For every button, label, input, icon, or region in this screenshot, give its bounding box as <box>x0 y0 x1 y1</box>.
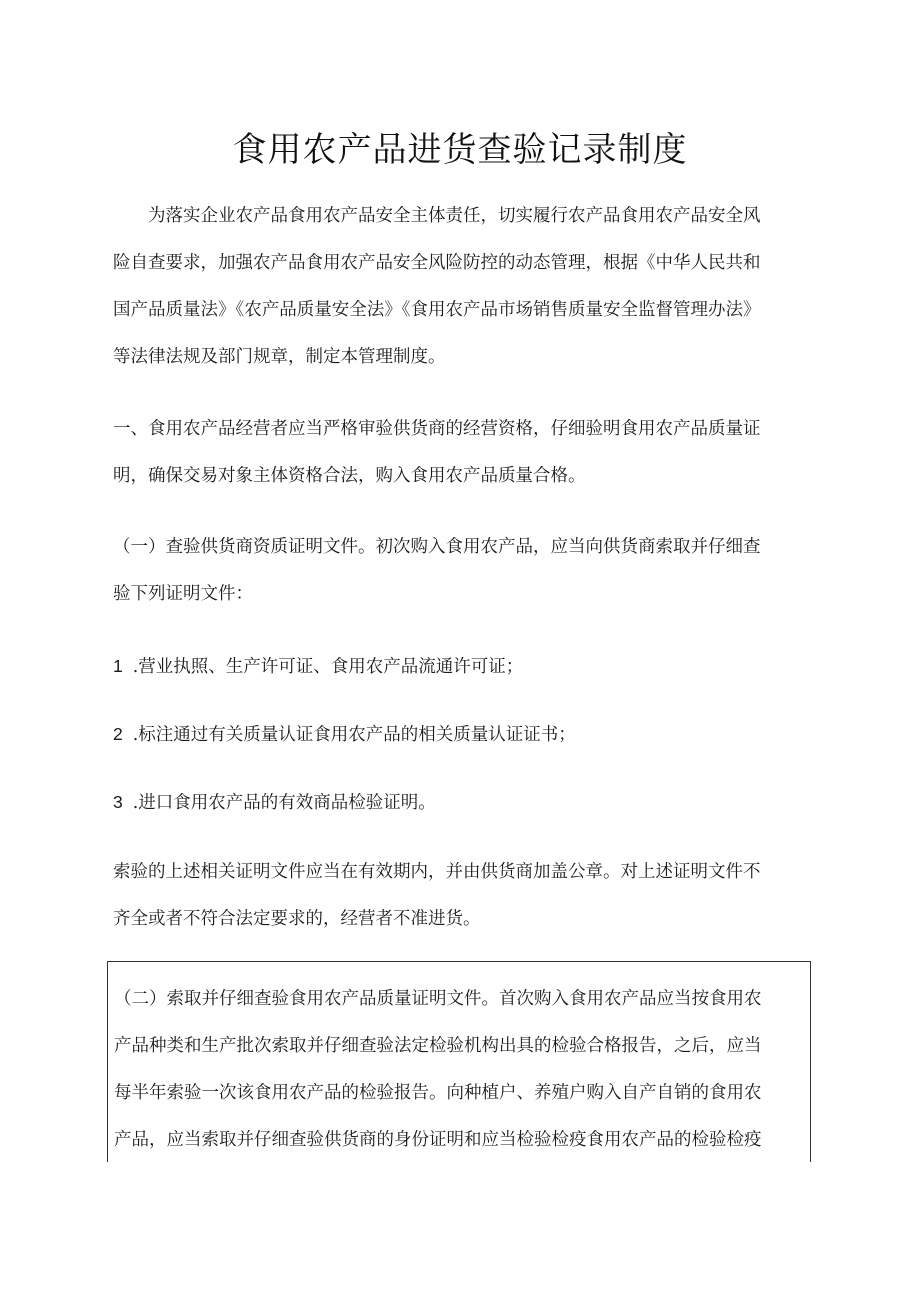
list-item-text: .营业执照、生产许可证、食用农产品流通许可证； <box>132 657 524 677</box>
paragraph-line: 一、食用农产品经营者应当严格审验供货商的经营资格，仔细验明食用农产品质量证 <box>113 419 761 439</box>
paragraph-line: 验下列证明文件： <box>113 584 253 604</box>
paragraph-line: 齐全或者不符合法定要求的，经营者不准进货。 <box>113 909 481 929</box>
subsection-one-paragraph <box>113 524 813 618</box>
subsection-two-paragraph <box>114 976 808 1164</box>
paragraph-line: （一）查验供货商资质证明文件。初次购入食用农产品，应当向供货商索取并仔细查 <box>113 537 761 557</box>
paragraph-line: （二）索取并仔细查验食用农产品质量证明文件。首次购入食用农产品应当按食用农 <box>114 989 762 1009</box>
list-item-number: 2 <box>113 724 123 744</box>
list-item-text: .标注通过有关质量认证食用农产品的相关质量认证证书； <box>132 725 576 745</box>
list-item-1 <box>113 643 813 691</box>
list-item-number: 1 <box>113 656 123 676</box>
list-item-3 <box>113 779 813 827</box>
bordered-text-box <box>107 961 811 1162</box>
paragraph-line: 国产品质量法》《农产品质量安全法》《食用农产品市场销售质量安全监督管理办法》 <box>113 300 761 320</box>
intro-paragraph <box>113 193 813 381</box>
paragraph-line: 明，确保交易对象主体资格合法，购入食用农产品质量合格。 <box>113 466 586 486</box>
paragraph-line: 为落实企业农产品食用农产品安全主体责任，切实履行农产品食用农产品安全风 <box>148 206 761 226</box>
paragraph-line: 每半年索验一次该食用农产品的检验报告。向种植户、养殖户购入自产自销的食用农 <box>114 1083 762 1103</box>
list-item-2 <box>113 711 813 759</box>
list-item-text: .进口食用农产品的有效商品检验证明。 <box>132 793 436 813</box>
paragraph-line: 险自查要求，加强农产品食用农产品安全风险防控的动态管理，根据《中华人民共和 <box>113 253 761 273</box>
paragraph-line: 等法律法规及部门规章，制定本管理制度。 <box>113 347 446 367</box>
paragraph-line: 索验的上述相关证明文件应当在有效期内，并由供货商加盖公章。对上述证明文件不 <box>113 862 761 882</box>
paragraph-line: 产品，应当索取并仔细查验供货商的身份证明和应当检验检疫食用农产品的检验检疫 <box>114 1130 762 1150</box>
document-title: 食用农产品进货查验记录制度 <box>232 130 688 170</box>
list-item-number: 3 <box>113 792 123 812</box>
note-paragraph <box>113 849 813 943</box>
section-one-paragraph <box>113 406 813 500</box>
paragraph-line: 产品种类和生产批次索取并仔细查验法定检验机构出具的检验合格报告，之后，应当 <box>114 1036 762 1056</box>
